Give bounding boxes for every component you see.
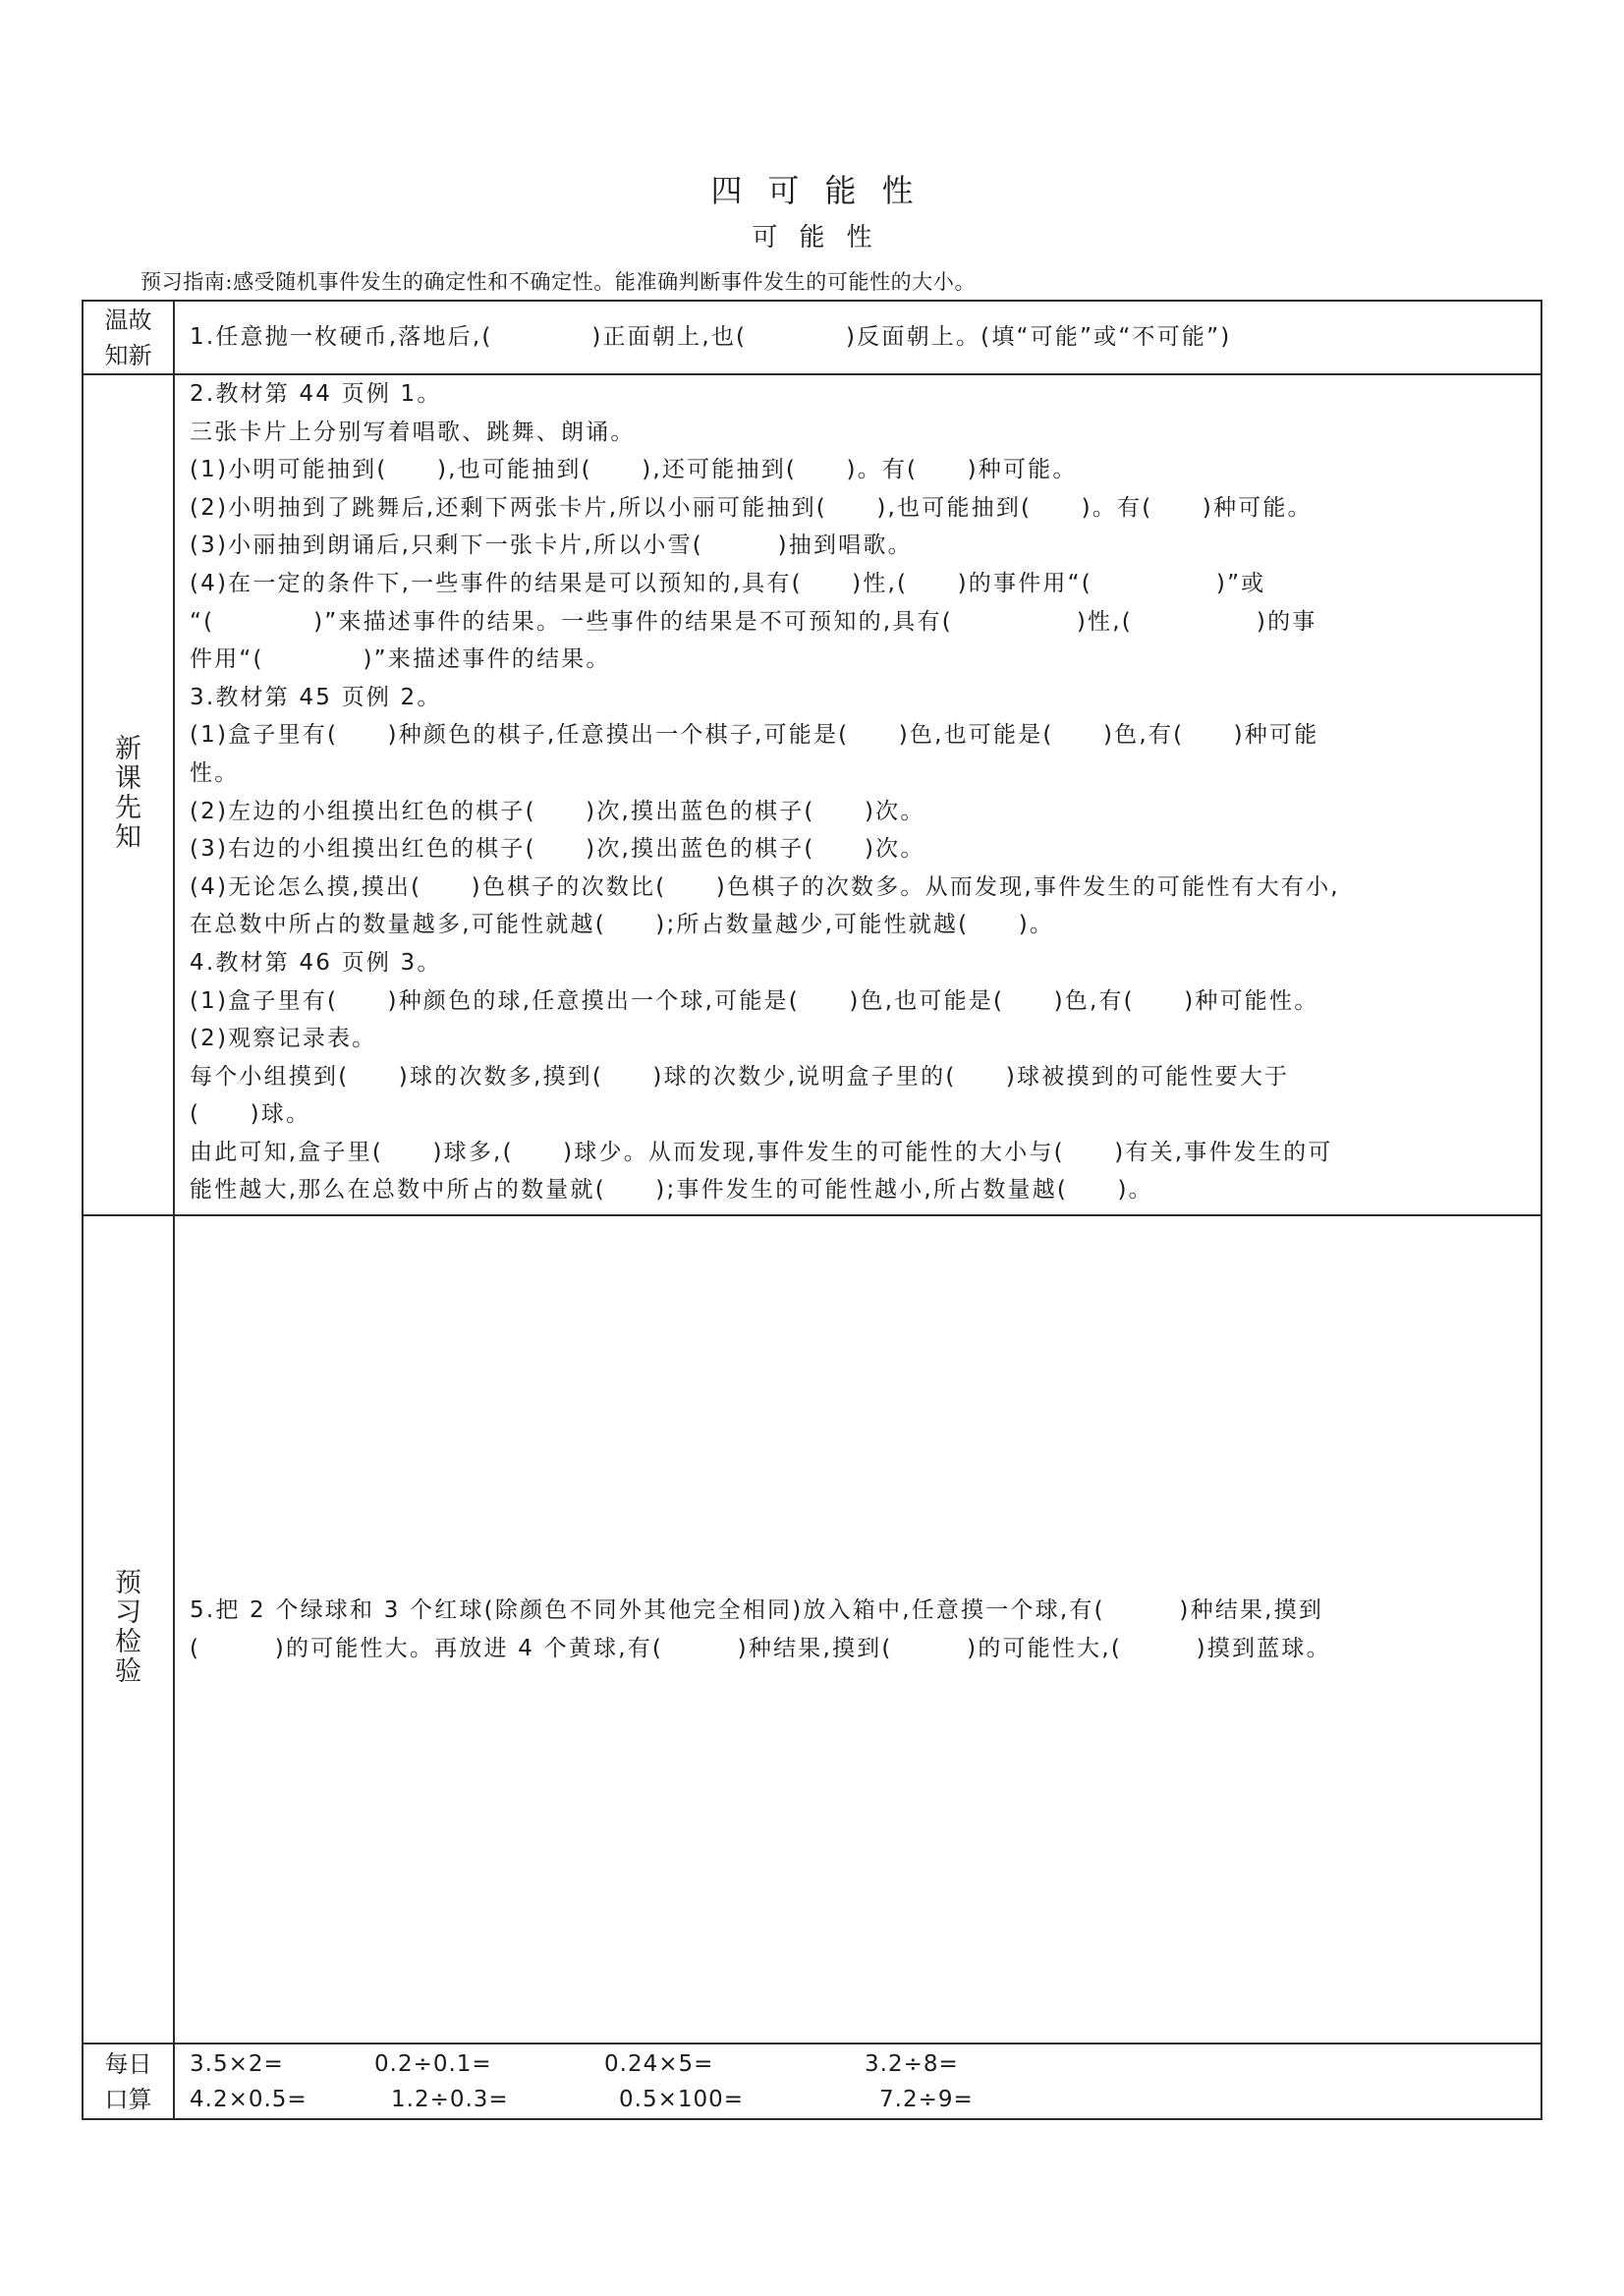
question-line: 性。 <box>190 759 240 786</box>
calc-item[interactable]: 0.5×100= <box>619 2086 745 2112</box>
section-label-daily-calc <box>83 2044 174 2119</box>
question-line[interactable]: ( )的可能性大。再放进 4 个黄球,有( )种结果,摸到( )的可能性大,( )摸到蓝球。 <box>190 1635 1331 1661</box>
preview-guide: 预习指南:感受随机事件发生的确定性和不确定性。能准确判断事件发生的可能性的大小。 <box>140 270 977 294</box>
vertical-label: 预习检验 <box>115 1568 141 1687</box>
calc-item[interactable]: 0.24×5= <box>604 2050 714 2077</box>
section-review <box>83 301 1541 374</box>
section-content-new-lesson <box>174 374 1541 1215</box>
page-subtitle: 可能性 <box>752 223 894 252</box>
question-line[interactable]: 在总数中所占的数量越多,可能性就越( );所占数量越少,可能性就越( )。 <box>190 912 1055 938</box>
calc-item[interactable]: 0.2÷0.1= <box>374 2050 492 2077</box>
question-line[interactable]: 件用“( )”来描述事件的结果。 <box>190 646 611 673</box>
worksheet-table <box>82 300 1542 2120</box>
question-line[interactable]: (2)小明抽到了跳舞后,还剩下两张卡片,所以小丽可能抽到( ),也可能抽到( )。有( )种可能。 <box>190 494 1313 521</box>
calc-item[interactable]: 1.2÷0.3= <box>391 2086 509 2112</box>
label-line: 知新 <box>104 341 152 369</box>
calc-item[interactable]: 3.5×2= <box>190 2050 284 2077</box>
question-line[interactable]: (3)右边的小组摸出红色的棋子( )次,摸出蓝色的棋子( )次。 <box>190 836 925 863</box>
calc-item[interactable]: 3.2÷8= <box>865 2050 959 2077</box>
label-line: 口算 <box>104 2085 152 2113</box>
page-title: 四可能性 <box>710 172 939 209</box>
section-label-preview-check <box>83 1215 174 2044</box>
question-line: (2)观察记录表。 <box>190 1026 377 1052</box>
question-line[interactable]: ( )球。 <box>190 1101 311 1128</box>
question-line[interactable]: (3)小丽抽到朗诵后,只剩下一张卡片,所以小雪( )抽到唱歌。 <box>190 532 913 559</box>
question-line[interactable]: 1.任意抛一枚硬币,落地后,( )正面朝上,也( )反面朝上。(填“可能”或“不可能”) <box>190 324 1232 351</box>
section-content-review <box>174 301 1541 374</box>
label-line: 温故 <box>104 306 152 334</box>
section-label-new-lesson <box>83 374 174 1215</box>
calc-row <box>190 2046 1529 2082</box>
question-line[interactable]: (2)左边的小组摸出红色的棋子( )次,摸出蓝色的棋子( )次。 <box>190 798 925 824</box>
calc-row <box>190 2082 1529 2117</box>
question-line[interactable]: 每个小组摸到( )球的次数多,摸到( )球的次数少,说明盒子里的( )球被摸到的可能性要大于 <box>190 1063 1290 1090</box>
question-line[interactable]: 能性越大,那么在总数中所占的数量就( );事件发生的可能性越小,所占数量越( )。 <box>190 1177 1153 1204</box>
section-label-review <box>83 301 174 374</box>
question-line[interactable]: (1)小明可能抽到( ),也可能抽到( ),还可能抽到( )。有( )种可能。 <box>190 457 1078 483</box>
question-line[interactable]: 由此可知,盒子里( )球多,( )球少。从而发现,事件发生的可能性的大小与( )有关,事件发生的可 <box>190 1139 1333 1165</box>
question-line: 4.教材第 46 页例 3。 <box>190 949 442 976</box>
section-content-daily-calc <box>174 2044 1541 2119</box>
calc-item[interactable]: 7.2÷9= <box>879 2086 974 2112</box>
question-line: 3.教材第 45 页例 2。 <box>190 684 442 710</box>
question-line: 2.教材第 44 页例 1。 <box>190 381 442 407</box>
question-line[interactable]: 5.把 2 个绿球和 3 个红球(除颜色不同外其他完全相同)放入箱中,任意摸一个球,有( )种结果,摸到 <box>190 1596 1324 1623</box>
question-line[interactable]: (1)盒子里有( )种颜色的球,任意摸出一个球,可能是( )色,也可能是( )色,有( )种可能性。 <box>190 987 1319 1014</box>
section-new-lesson <box>83 374 1541 1215</box>
calc-item[interactable]: 4.2×0.5= <box>190 2086 308 2112</box>
question-line[interactable]: (4)在一定的条件下,一些事件的结果是可以预知的,具有( )性,( )的事件用“( )”或 <box>190 570 1266 596</box>
label-line: 每日 <box>104 2049 152 2078</box>
section-preview-check <box>83 1215 1541 2044</box>
question-line[interactable]: “( )”来描述事件的结果。一些事件的结果是不可预知的,具有( )性,( )的事 <box>190 608 1317 635</box>
question-line[interactable]: (4)无论怎么摸,摸出( )色棋子的次数比( )色棋子的次数多。从而发现,事件发生的可能性有大有小, <box>190 873 1340 900</box>
question-line[interactable]: (1)盒子里有( )种颜色的棋子,任意摸出一个棋子,可能是( )色,也可能是( )色,有( )种可能 <box>190 722 1319 749</box>
section-daily-calc <box>83 2044 1541 2119</box>
vertical-label: 新课先知 <box>115 733 141 853</box>
question-line: 三张卡片上分别写着唱歌、跳舞、朗诵。 <box>190 419 636 445</box>
section-content-preview-check <box>174 1215 1541 2044</box>
